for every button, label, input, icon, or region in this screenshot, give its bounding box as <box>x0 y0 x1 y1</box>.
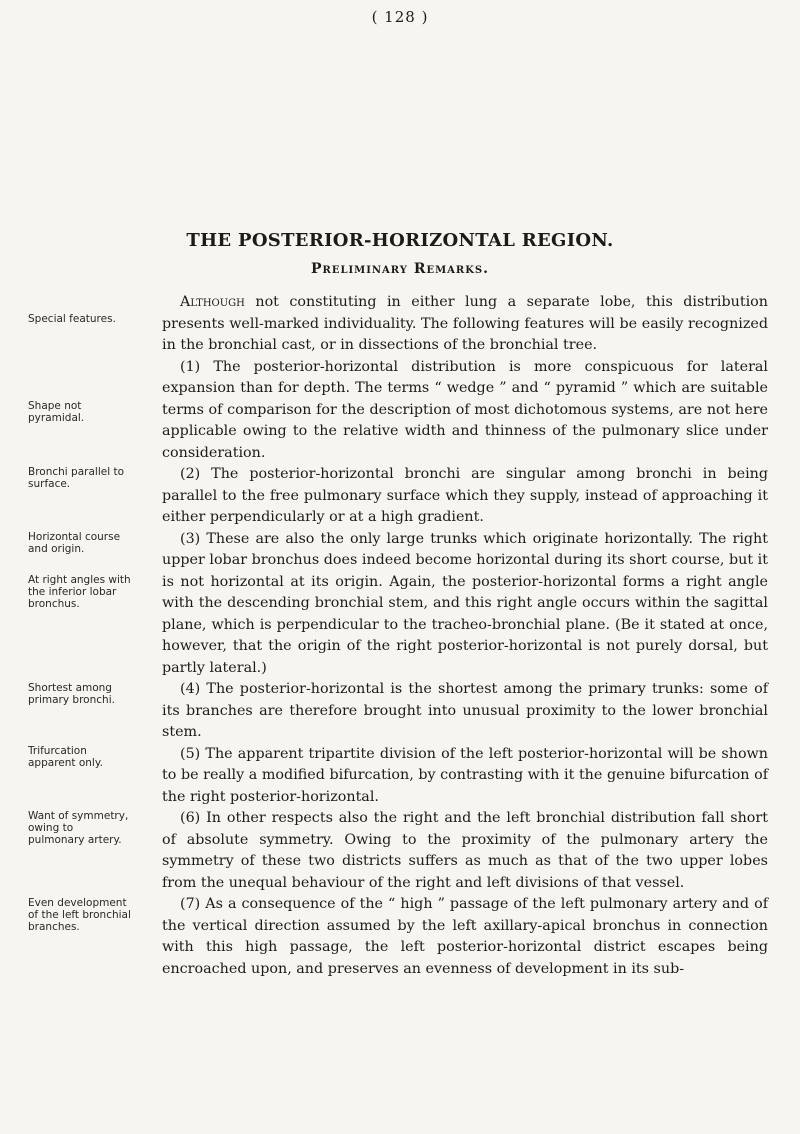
paragraph-5: (5) The apparent tripartite division of the left posterior-horizontal will be shown to be really a modified bifurcation, by contrasting with it the genuine bifurcation of the right posterior-horizontal. <box>162 745 768 805</box>
paragraph-4: (4) The posterior-horizontal is the shortest among the primary trunks: some of its branches are therefore brought into unusual proximity to the lower bronchial stem. <box>162 681 768 740</box>
section-title: THE POSTERIOR-HORIZONTAL REGION. <box>186 230 614 251</box>
body-text <box>162 292 768 980</box>
paragraph-intro <box>162 292 768 357</box>
paragraph-2: (2) The posterior-horizontal bronchi are singular among bronchi in being parallel to the free pulmonary surface which they supply, instead of approaching it either perpendicularly or at a high gradient. <box>162 466 768 525</box>
paragraph-1: (1) The posterior-horizontal distribution is more conspicuous for lateral expansion than for depth. The terms “ wedge ” and “ pyramid ” which are suitable terms of comparison for the description of most dichotomous systems, are not here applicable owing to the relative width and thinness of the pulmonary slice under consideration. <box>162 358 768 461</box>
paragraph-3: (3) These are also the only large trunks which originate horizontally. The right upper lobar bronchus does indeed become horizontal during its short course, but it is not horizontal at its origin. Again, the posterior-horizontal forms a right angle with the descending bronchial stem, and this right angle occurs within the sagittal plane, which is perpendicular to the tracheo-bronchial plane. (Be it stated at once, however, that the origin of the right posterior-horizontal is not purely dorsal, but partly lateral.) <box>162 530 768 676</box>
section-subtitle: Preliminary Remarks. <box>310 261 489 277</box>
margin-note-shortest: Shortest among primary bronchi. <box>28 682 115 706</box>
margin-note-trifurcation: Trifurcation apparent only. <box>28 745 103 769</box>
paragraph-intro-lead: Although <box>180 294 245 310</box>
paragraph-intro-rest: not constituting in either lung a separate lobe, this distribution presents well-marked individuality. The following features will be easily recognized in the bronchial cast, or in dissections of the bronchial tree. <box>162 294 768 353</box>
margin-note-symmetry: Want of symmetry, owing to pulmonary artery. <box>28 810 129 846</box>
margin-note-even-development: Even development of the left bronchial branches. <box>28 897 131 933</box>
paragraph-6: (6) In other respects also the right and the left bronchial distribution fall short of absolute symmetry. Owing to the proximity of the pulmonary artery the symmetry of these two districts suffers as much as that of the two upper lobes from the unequal behaviour of the right and left divisions of that vessel. <box>162 810 768 891</box>
margin-note-bronchi-parallel: Bronchi parallel to surface. <box>28 466 124 490</box>
margin-note-right-angles: At right angles with the inferior lobar bronchus. <box>28 574 131 610</box>
paragraph-7: (7) As a consequence of the “ high ” passage of the left pulmonary artery and of the vertical direction assumed by the left axillary-apical bronchus in connection with this high passage, the left posterior-horizontal district escapes being encroached upon, and preserves an evenness of development in its sub- <box>162 896 768 977</box>
page-number: ( 128 ) <box>371 8 429 26</box>
margin-note-horizontal-course: Horizontal course and origin. <box>28 531 121 555</box>
margin-note-shape: Shape not pyramidal. <box>28 400 85 424</box>
margin-note-special-features: Special features. <box>28 313 116 325</box>
